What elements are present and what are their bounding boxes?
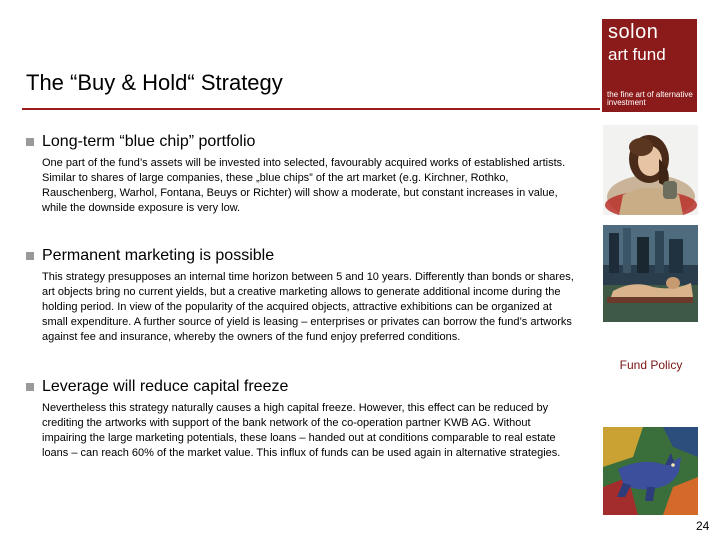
square-bullet-icon	[26, 138, 34, 146]
logo-line-1: solon	[608, 21, 659, 43]
slide-title: The “Buy & Hold“ Strategy	[26, 70, 283, 95]
title-underline	[22, 108, 600, 110]
logo	[602, 19, 697, 112]
logo-tagline: the fine art of alternative investment	[607, 90, 693, 107]
section-heading: Long-term “blue chip” portfolio	[42, 133, 256, 150]
section-heading: Leverage will reduce capital freeze	[42, 378, 289, 395]
page-number: 24	[696, 519, 710, 533]
fund-policy-label: Fund Policy	[619, 358, 683, 372]
square-bullet-icon	[26, 383, 34, 391]
section-heading: Permanent marketing is possible	[42, 247, 275, 264]
section-body: This strategy presupposes an internal time horizon between 5 and 10 years. Differently than bonds or shares, art objects bring no current yields, but a creative marketing allows to generate additional income during the holding period. In view of the popularity of the acquired objects, attractive exhibitions can be organized at small expenditure. A further source of yield is leasing – enterprises or privates can borrow the fund’s artworks against fee and insurance, whereby the owners of the fund enjoy preferred conditions.	[42, 271, 574, 343]
logo-line-2: art fund	[608, 45, 666, 64]
city-painting-image	[603, 225, 698, 322]
section-body: Nevertheless this strategy naturally causes a high capital freeze. However, this effect can be reduced by crediting the artworks with support of the bank network of the co-operation partner KWB AG. Without impairing the large marketing potentials, these loans – handed out at conditions comparable to real estate loans – can reach 60% of the market value. This influx of funds can be used again in alternative strategies.	[42, 402, 561, 459]
section-leverage	[26, 378, 574, 461]
square-bullet-icon	[26, 252, 34, 260]
blue-fox-painting-image	[603, 427, 698, 515]
section-body: One part of the fund’s assets will be invested into selected, favourably acquired works of established artists. Similar to shares of large companies, these „blue chips” of the art market (e.g. Kirchner, Rothko, Rauschenberg, Warhol, Fontana, Beuys or Richter) will show a moderate, but constant increases in value, while the downside exposure is very low.	[42, 157, 566, 214]
portrait-painting-image	[603, 125, 698, 215]
section-blue-chip	[26, 133, 574, 216]
section-marketing	[26, 247, 574, 345]
